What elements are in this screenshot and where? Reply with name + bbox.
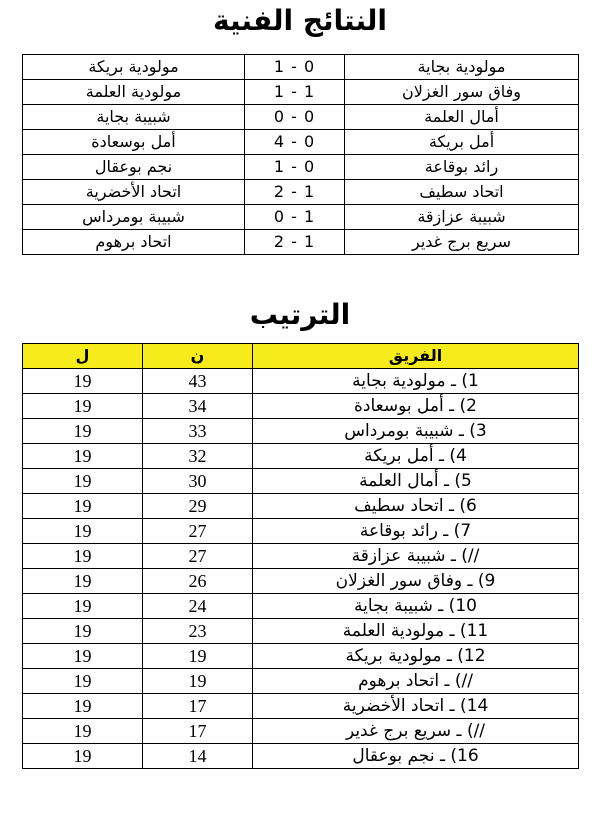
- team-name-cell: 9) ـ وفاق سور الغزلان: [253, 569, 579, 594]
- standings-row: [23, 369, 579, 394]
- standings-row: [23, 694, 579, 719]
- away-team-cell: اتحاد برهوم: [23, 230, 245, 255]
- points-cell: 17: [143, 694, 253, 719]
- result-row: [23, 105, 579, 130]
- away-team-cell: نجم بوعقال: [23, 155, 245, 180]
- played-cell: 19: [23, 569, 143, 594]
- standings-row: [23, 419, 579, 444]
- standings-table: [22, 343, 579, 769]
- home-team-cell: مولودية بجاية: [345, 55, 579, 80]
- standings-row: [23, 619, 579, 644]
- standings-row: [23, 719, 579, 744]
- standings-row: [23, 744, 579, 769]
- home-team-cell: أمل بريكة: [345, 130, 579, 155]
- away-team-cell: شبيبة بجاية: [23, 105, 245, 130]
- team-name-cell: 10) ـ شبيبة بجاية: [253, 594, 579, 619]
- played-cell: 19: [23, 719, 143, 744]
- home-team-cell: وفاق سور الغزلان: [345, 80, 579, 105]
- points-cell: 34: [143, 394, 253, 419]
- header-points: ن: [143, 344, 253, 369]
- played-cell: 19: [23, 694, 143, 719]
- standings-row: [23, 394, 579, 419]
- played-cell: 19: [23, 744, 143, 769]
- points-cell: 43: [143, 369, 253, 394]
- away-team-cell: مولودية بريكة: [23, 55, 245, 80]
- points-cell: 14: [143, 744, 253, 769]
- points-cell: 26: [143, 569, 253, 594]
- team-name-cell: 3) ـ شبيبة بومرداس: [253, 419, 579, 444]
- home-team-cell: شبيبة عزازقة: [345, 205, 579, 230]
- points-cell: 33: [143, 419, 253, 444]
- home-team-cell: اتحاد سطيف: [345, 180, 579, 205]
- score-cell: 2 - 1: [245, 230, 345, 255]
- result-row: [23, 205, 579, 230]
- played-cell: 19: [23, 369, 143, 394]
- points-cell: 19: [143, 669, 253, 694]
- results-table: [22, 54, 579, 255]
- away-team-cell: شبيبة بومرداس: [23, 205, 245, 230]
- played-cell: 19: [23, 544, 143, 569]
- standings-row: [23, 469, 579, 494]
- standings-body: [23, 369, 579, 769]
- result-row: [23, 230, 579, 255]
- team-name-cell: 16) ـ نجم بوعقال: [253, 744, 579, 769]
- points-cell: 32: [143, 444, 253, 469]
- team-name-cell: 4) ـ أمل بريكة: [253, 444, 579, 469]
- team-name-cell: 5) ـ أمال العلمة: [253, 469, 579, 494]
- away-team-cell: اتحاد الأخضرية: [23, 180, 245, 205]
- played-cell: 19: [23, 394, 143, 419]
- score-cell: 1 - 0: [245, 55, 345, 80]
- home-team-cell: رائد بوقاعة: [345, 155, 579, 180]
- standings-row: [23, 494, 579, 519]
- played-cell: 19: [23, 519, 143, 544]
- team-name-cell: 1) ـ مولودية بجاية: [253, 369, 579, 394]
- standings-row: [23, 544, 579, 569]
- score-cell: 4 - 0: [245, 130, 345, 155]
- result-row: [23, 130, 579, 155]
- points-cell: 19: [143, 644, 253, 669]
- results-body: [23, 55, 579, 255]
- team-name-cell: 2) ـ أمل بوسعادة: [253, 394, 579, 419]
- result-row: [23, 80, 579, 105]
- played-cell: 19: [23, 619, 143, 644]
- points-cell: 27: [143, 544, 253, 569]
- played-cell: 19: [23, 469, 143, 494]
- played-cell: 19: [23, 444, 143, 469]
- points-cell: 17: [143, 719, 253, 744]
- standings-row: [23, 644, 579, 669]
- played-cell: 19: [23, 669, 143, 694]
- points-cell: 24: [143, 594, 253, 619]
- results-title: النتائج الفنية: [212, 4, 388, 37]
- points-cell: 29: [143, 494, 253, 519]
- score-cell: 0 - 1: [245, 205, 345, 230]
- standings-row: [23, 594, 579, 619]
- header-team: الفريق: [253, 344, 579, 369]
- away-team-cell: مولودية العلمة: [23, 80, 245, 105]
- team-name-cell: 14) ـ اتحاد الأخضرية: [253, 694, 579, 719]
- standings-row: [23, 444, 579, 469]
- points-cell: 30: [143, 469, 253, 494]
- header-played: ل: [23, 344, 143, 369]
- score-cell: 1 - 0: [245, 155, 345, 180]
- team-name-cell: 6) ـ اتحاد سطيف: [253, 494, 579, 519]
- away-team-cell: أمل بوسعادة: [23, 130, 245, 155]
- played-cell: 19: [23, 594, 143, 619]
- score-cell: 1 - 1: [245, 80, 345, 105]
- points-cell: 23: [143, 619, 253, 644]
- played-cell: 19: [23, 644, 143, 669]
- played-cell: 19: [23, 494, 143, 519]
- standings-header-row: [23, 344, 579, 369]
- score-cell: 0 - 0: [245, 105, 345, 130]
- team-name-cell: //) ـ شبيبة عزازقة: [253, 544, 579, 569]
- result-row: [23, 155, 579, 180]
- team-name-cell: 11) ـ مولودية العلمة: [253, 619, 579, 644]
- points-cell: 27: [143, 519, 253, 544]
- standings-row: [23, 569, 579, 594]
- team-name-cell: //) ـ سريع برج غدير: [253, 719, 579, 744]
- team-name-cell: 12) ـ مولودية بريكة: [253, 644, 579, 669]
- team-name-cell: //) ـ اتحاد برهوم: [253, 669, 579, 694]
- standings-title: الترتيب: [249, 298, 351, 331]
- result-row: [23, 55, 579, 80]
- home-team-cell: سريع برج غدير: [345, 230, 579, 255]
- standings-row: [23, 669, 579, 694]
- result-row: [23, 180, 579, 205]
- played-cell: 19: [23, 419, 143, 444]
- score-cell: 2 - 1: [245, 180, 345, 205]
- home-team-cell: أمال العلمة: [345, 105, 579, 130]
- team-name-cell: 7) ـ رائد بوقاعة: [253, 519, 579, 544]
- standings-row: [23, 519, 579, 544]
